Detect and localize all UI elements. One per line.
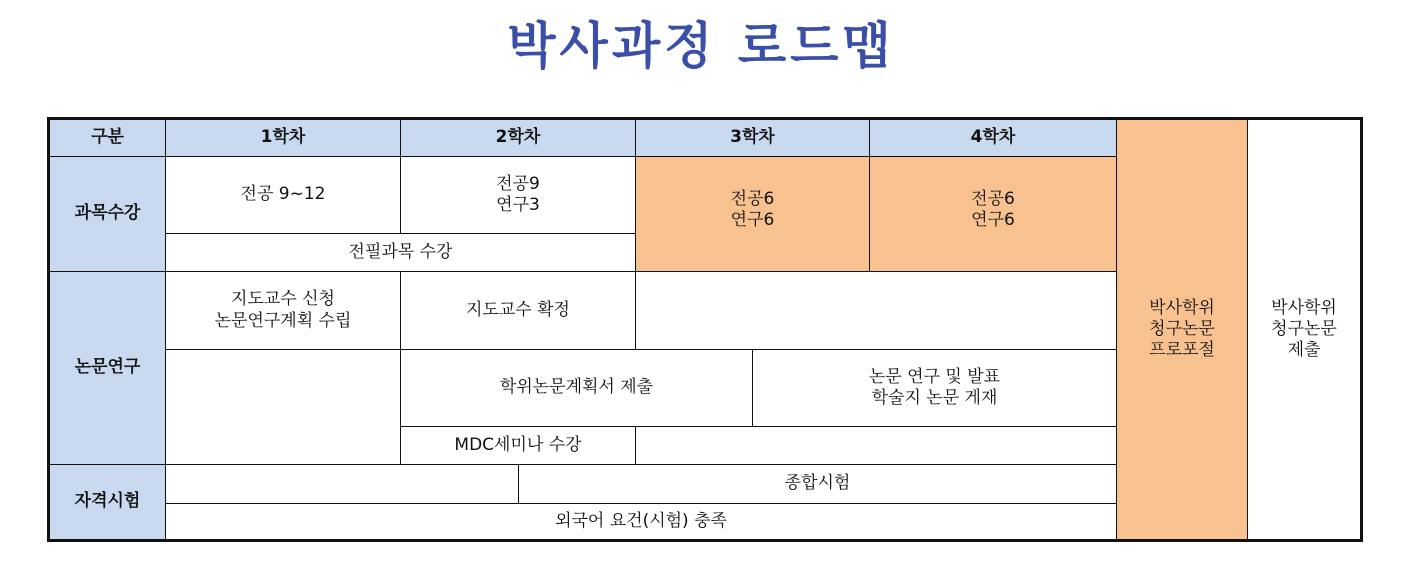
course-year2: 전공9 연구3 — [401, 157, 636, 234]
header-year4: 4학차 — [870, 119, 1117, 157]
advisor-confirm: 지도교수 확정 — [401, 272, 636, 350]
row-label-courses: 과목수강 — [49, 157, 166, 272]
empty-cell — [166, 465, 519, 504]
submission-cell: 박사학위 청구논문 제출 — [1248, 119, 1362, 541]
row-label-thesis: 논문연구 — [49, 272, 166, 465]
prereq-courses: 전필과목 수강 — [166, 234, 636, 272]
course-year4: 전공6 연구6 — [870, 157, 1117, 272]
comprehensive-exam: 종합시험 — [519, 465, 1117, 504]
page-title: 박사과정 로드맵 — [507, 17, 895, 75]
header-row — [49, 119, 1362, 157]
empty-cell — [166, 350, 401, 465]
header-year3: 3학차 — [636, 119, 870, 157]
mdc-seminar: MDC세미나 수강 — [401, 427, 636, 465]
header-category: 구분 — [49, 119, 166, 157]
proposal-cell: 박사학위 청구논문 프로포절 — [1117, 119, 1248, 541]
advisor-apply: 지도교수 신청 논문연구계획 수립 — [166, 272, 401, 350]
roadmap-table — [47, 117, 1363, 542]
header-year2: 2학차 — [401, 119, 636, 157]
header-year1: 1학차 — [166, 119, 401, 157]
course-year1: 전공 9~12 — [166, 157, 401, 234]
course-year3: 전공6 연구6 — [636, 157, 870, 272]
empty-cell — [636, 427, 1117, 465]
row-label-exam: 자격시험 — [49, 465, 166, 541]
language-requirement: 외국어 요건(시험) 충족 — [166, 504, 1117, 541]
research-publish: 논문 연구 및 발표 학술지 논문 게재 — [753, 350, 1117, 427]
plan-submit: 학위논문계획서 제출 — [401, 350, 753, 427]
empty-cell — [636, 272, 1117, 350]
